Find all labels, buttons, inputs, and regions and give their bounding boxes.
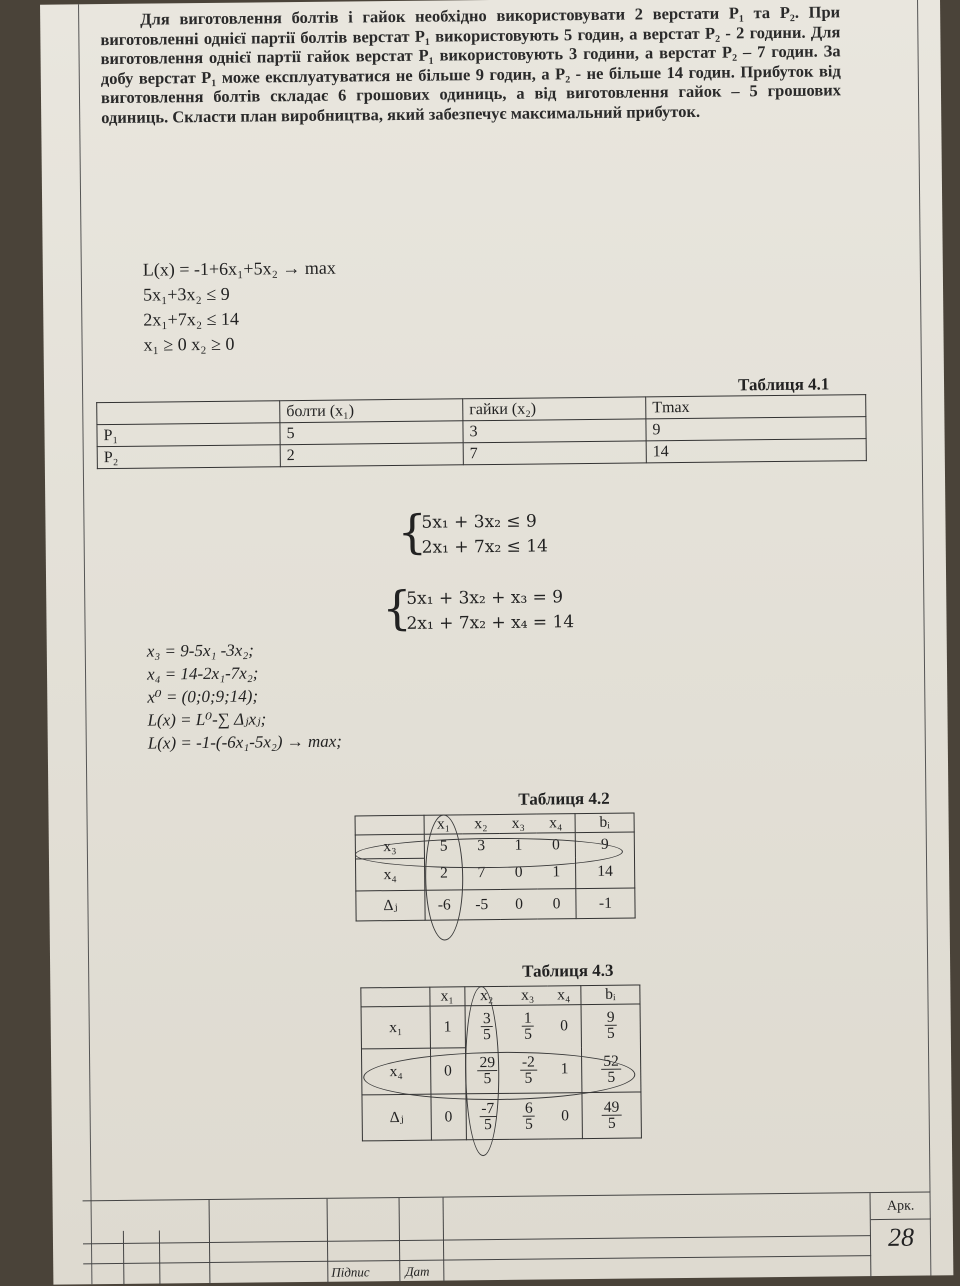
table-cell: 1 xyxy=(514,836,523,854)
table-header-cell: x₁ xyxy=(424,815,462,834)
title-block-line xyxy=(83,1235,871,1244)
table-4-1-caption: Таблиця 4.1 xyxy=(737,374,830,395)
table-cell: 5 xyxy=(424,834,462,858)
derivation-line: L(x) = L⁰-∑ Δⱼxⱼ; xyxy=(147,709,267,730)
basis-cell: x₃ xyxy=(355,834,424,859)
signature-label: Підпис xyxy=(331,1264,370,1280)
table-cell: -5 xyxy=(463,889,501,919)
table-header-cell: x₄ xyxy=(537,814,575,833)
inequality-system xyxy=(421,509,548,560)
table-cell: 2 xyxy=(280,443,463,467)
system-line: 5x₁ + 3x₂ + x₃ = 9 xyxy=(406,587,564,609)
table-cell: 14 xyxy=(575,856,634,889)
table-cell: -1 xyxy=(576,888,635,919)
derivation-line: x⁰ = (0;0;9;14); xyxy=(147,686,259,707)
constraint-1: 5x₁+3x₂ ≤ 9 xyxy=(142,283,230,305)
table-cell: 0 xyxy=(430,1048,465,1094)
table-header-cell: x₁ xyxy=(430,987,465,1006)
derivation-line: x₃ = 9-5x₁ -3x₂; xyxy=(146,640,254,661)
table-cell: 0 xyxy=(431,1094,466,1140)
basis-cell: x₄ xyxy=(361,1048,430,1095)
title-block-line xyxy=(159,1231,161,1285)
fraction-cell: $\frac{49}{5}$ xyxy=(582,1092,641,1139)
table-header-cell: x₂ xyxy=(464,986,508,1005)
objective-function: L(x) = -1+6x₁+5x₂ → max xyxy=(142,257,336,280)
system-line: 2x₁ + 7x₂ + x₄ = 14 xyxy=(406,612,575,634)
equation-system xyxy=(406,585,574,637)
system-brace: { xyxy=(382,580,412,636)
table-cell: 9 xyxy=(575,832,634,857)
sheet-label: Арк. xyxy=(886,1198,915,1214)
fraction-cell: $\frac{29}{5}$ xyxy=(465,1047,509,1093)
system-line: 5x₁ + 3x₂ ≤ 9 xyxy=(421,511,537,533)
fraction-cell: $\frac{3}{5}$ xyxy=(465,1005,509,1047)
table-cell: 7 xyxy=(477,864,486,882)
constraint-2: 2x₁+7x₂ ≤ 14 xyxy=(143,308,240,330)
fraction-cell: $\frac{1}{5}$ xyxy=(523,1009,533,1043)
table-row xyxy=(356,888,635,921)
table-cell: 1 xyxy=(548,1047,582,1093)
table-cell: 1 xyxy=(537,857,576,889)
fraction-cell: $\frac{52}{5}$ xyxy=(581,1046,640,1093)
title-block xyxy=(83,1191,932,1285)
derivation-line: x₄ = 14-2x₁-7x₂; xyxy=(146,663,259,684)
table-4-1 xyxy=(96,394,867,469)
table-header-cell: x₂ xyxy=(462,814,499,833)
table-cell: 3 xyxy=(477,836,486,854)
page-number: 28 xyxy=(887,1222,915,1252)
table-cell: P₂ xyxy=(97,445,280,469)
fraction-cell: $\frac{6}{5}$ xyxy=(509,1093,548,1139)
table-cell: 0 xyxy=(537,833,575,857)
table-cell: 2 xyxy=(424,858,463,890)
table-cell: 0 xyxy=(547,1005,581,1047)
title-block-line xyxy=(123,1231,125,1285)
table-cell xyxy=(361,987,430,1007)
table-header-cell xyxy=(97,401,280,425)
nonnegativity: x₁ ≥ 0 x₂ ≥ 0 xyxy=(143,333,235,355)
table-row xyxy=(361,1004,640,1049)
table-cell: 0 xyxy=(538,889,577,919)
table-header-cell: x₄ xyxy=(547,986,581,1005)
table-4-3-caption: Таблиця 4.3 xyxy=(522,960,614,981)
table-cell: 9 xyxy=(646,417,866,441)
problem-statement: Для виготовлення болтів і гайок необхідно використовувати 2 верстати P₁ та P₂. При виготовленні однієї партії болтів верстат P₁ використовують 5 годин, а верстат P₂ - 2 години. Для виготовлення однієї партії гайок верстат P₁ використовують 3 години, а верстат P₂ – 7 годин. За добу верстат P₁ може експлуатуватися не більше 9 годин, а P₂ - не більше 14 годин. Прибуток від виготовлення болтів складає 6 грошових одиниць, а від виготовлення гайок – 5 грошових одиниць. Скласти план виробництва, який забезпечує максимальний прибуток. xyxy=(100,2,842,127)
title-block-line xyxy=(870,1193,872,1277)
system-line: 2x₁ + 7x₂ ≤ 14 xyxy=(421,536,549,558)
basis-cell: x₄ xyxy=(355,858,424,891)
basis-cell: x₁ xyxy=(361,1006,430,1049)
fraction-cell: $\frac{-2}{5}$ xyxy=(521,1053,535,1087)
table-cell: 1 xyxy=(430,1006,465,1048)
table-cell: 0 xyxy=(500,889,538,919)
title-block-line xyxy=(83,1255,871,1264)
fraction-cell: $\frac{-7}{5}$ xyxy=(466,1093,510,1139)
delta-cell: Δⱼ xyxy=(362,1094,431,1141)
table-cell: 0 xyxy=(514,863,523,882)
table-cell: P₁ xyxy=(97,423,280,447)
table-cell: 5 xyxy=(280,421,463,445)
derivation-line: L(x) = -1-(-6x₁-5x₂) → max; xyxy=(147,731,343,753)
title-block-line xyxy=(871,1218,931,1220)
table-cell xyxy=(355,815,424,835)
derivation-block xyxy=(147,638,342,755)
table-header-cell: bᵢ xyxy=(581,985,640,1005)
table-header-cell: гайки (x₂) xyxy=(463,397,646,421)
system-brace: { xyxy=(397,504,428,559)
table-4-2-caption: Таблиця 4.2 xyxy=(518,788,610,809)
date-label: Дат xyxy=(405,1263,430,1279)
table-cell: -6 xyxy=(425,890,463,920)
table-cell: 7 xyxy=(463,441,646,465)
table-header-cell: болти (x₁) xyxy=(280,399,463,423)
table-cell: 14 xyxy=(646,439,866,463)
delta-cell: Δⱼ xyxy=(356,890,425,921)
fraction-cell: $\frac{9}{5}$ xyxy=(581,1004,640,1047)
document-sheet xyxy=(40,0,953,1285)
table-cell: 0 xyxy=(548,1093,582,1139)
table-header-cell: bᵢ xyxy=(575,813,634,833)
table-header-cell: x₃ xyxy=(508,986,547,1005)
table-header-cell: Tmax xyxy=(646,395,866,419)
table-header-cell: x₃ xyxy=(500,814,537,833)
table-cell: 3 xyxy=(463,419,646,443)
